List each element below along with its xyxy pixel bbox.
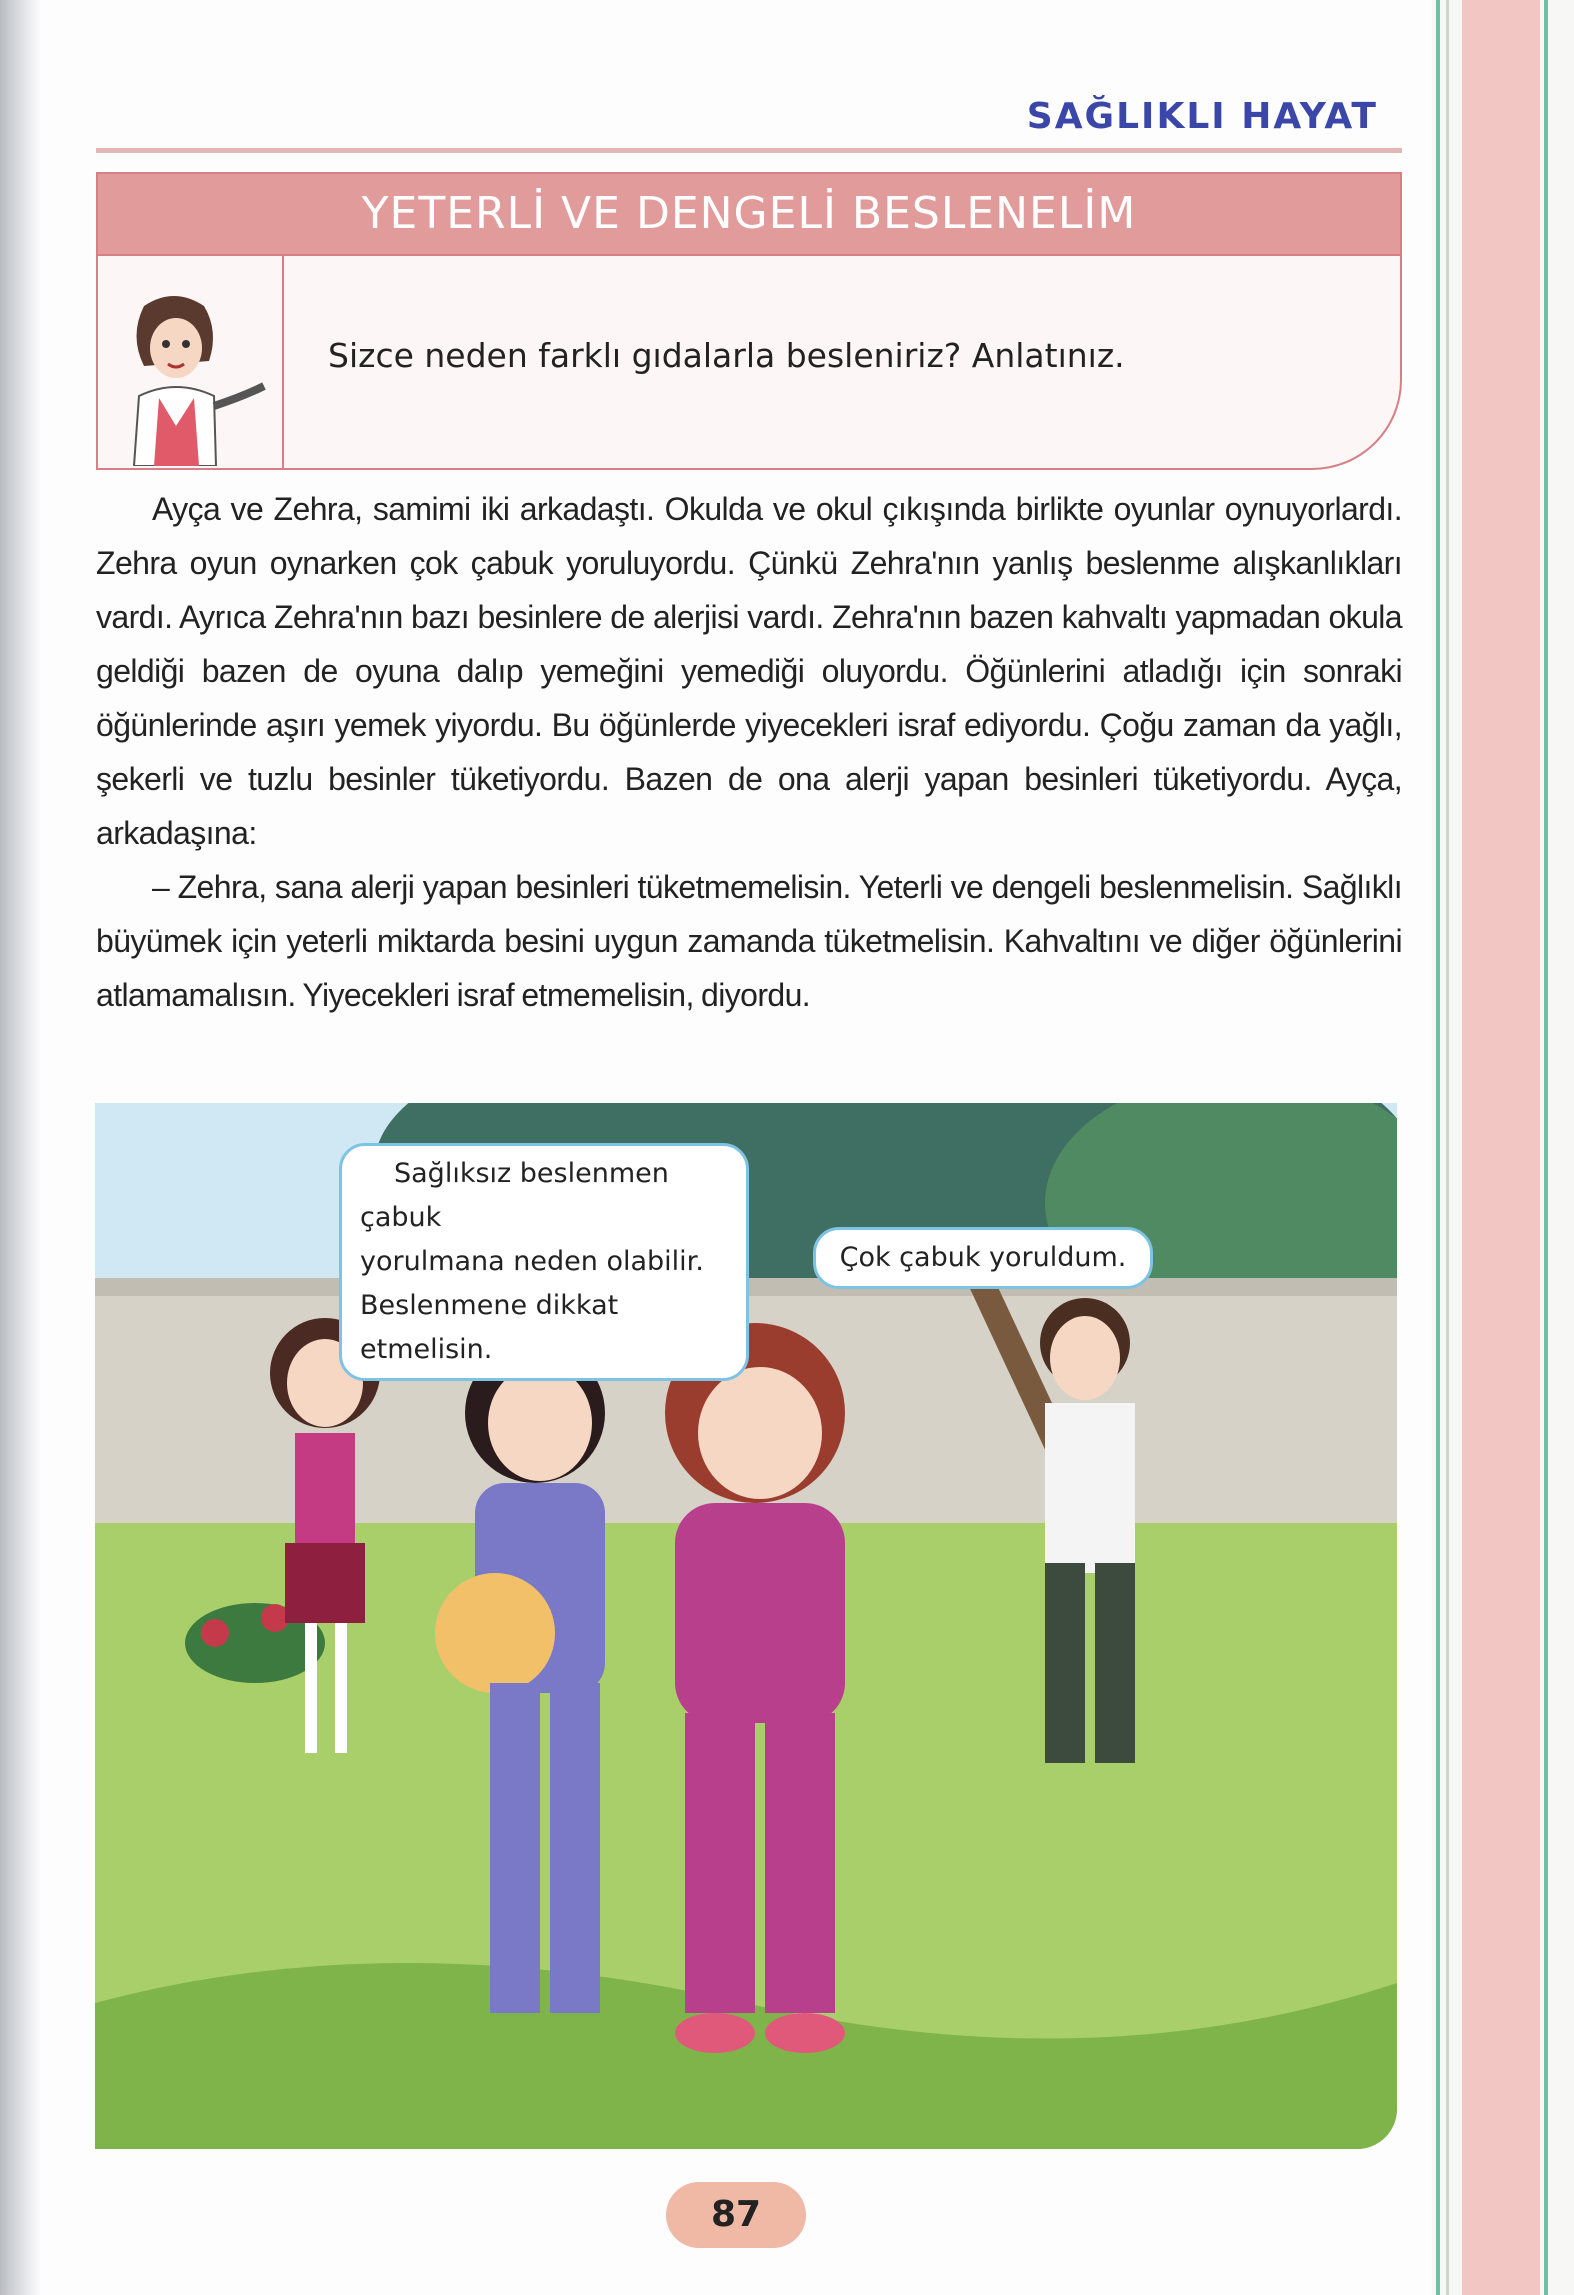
- question-box: [96, 256, 1402, 470]
- paragraph: – Zehra, sana alerji yapan besinleri tüketmemelisin. Yeterli ve dengeli beslenmelisin. Sağlıklı büyümek için yeterli miktarda besini uygun zamanda tüketmelisin. Kahvaltını ve diğer öğünlerini atlamamalısın. Yiyecekleri israf etmemelisin, diyordu.: [96, 869, 1402, 1013]
- section-title: YETERLİ VE DENGELİ BESLENELİM: [96, 172, 1402, 256]
- speech-bubble-ayca: [339, 1143, 749, 1381]
- bubble-line: Sağlıksız beslenmen çabuk: [360, 1158, 669, 1233]
- page-number: 87: [666, 2182, 806, 2248]
- bubble-line: yorulmana neden olabilir.: [360, 1246, 704, 1277]
- story-illustration: [95, 1103, 1397, 2149]
- story-text: [96, 482, 1402, 1022]
- bubble-line: Beslenmene dikkat etmelisin.: [360, 1290, 619, 1365]
- page-edge-decoration: [1432, 0, 1574, 2295]
- running-header: SAĞLIKLI HAYAT: [1026, 96, 1378, 137]
- header-rule: [96, 148, 1402, 153]
- book-spine-shadow: [0, 0, 40, 2295]
- question-text: Sizce neden farklı gıdalarla besleniriz? Anlatınız.: [328, 336, 1125, 375]
- paragraph: Ayça ve Zehra, samimi iki arkadaştı. Okulda ve okul çıkışında birlikte oyunlar oynuyorlardı. Zehra oyun oynarken çok çabuk yoruluyordu. Çünkü Zehra'nın yanlış beslenme alışkanlıkları vardı. Ayrıca Zehra'nın bazı besinlere de alerjisi vardı. Zehra'nın bazen kahvaltı yapmadan okula geldiği bazen de oyuna dalıp yemeğini yemediği oluyordu. Öğünlerini atladığı için sonraki öğünlerinde aşırı yemek yiyordu. Bu öğünlerde yiyecekleri israf ediyordu. Çoğu zaman da yağlı, şekerli ve tuzlu besinler tüketiyordu. Bazen de ona alerji yapan besinleri tüketiyordu. Ayça, arkadaşına:: [96, 491, 1402, 851]
- question-divider: [282, 256, 284, 468]
- teacher-icon: [104, 286, 274, 466]
- speech-bubble-zehra: Çok çabuk yoruldum.: [813, 1227, 1153, 1289]
